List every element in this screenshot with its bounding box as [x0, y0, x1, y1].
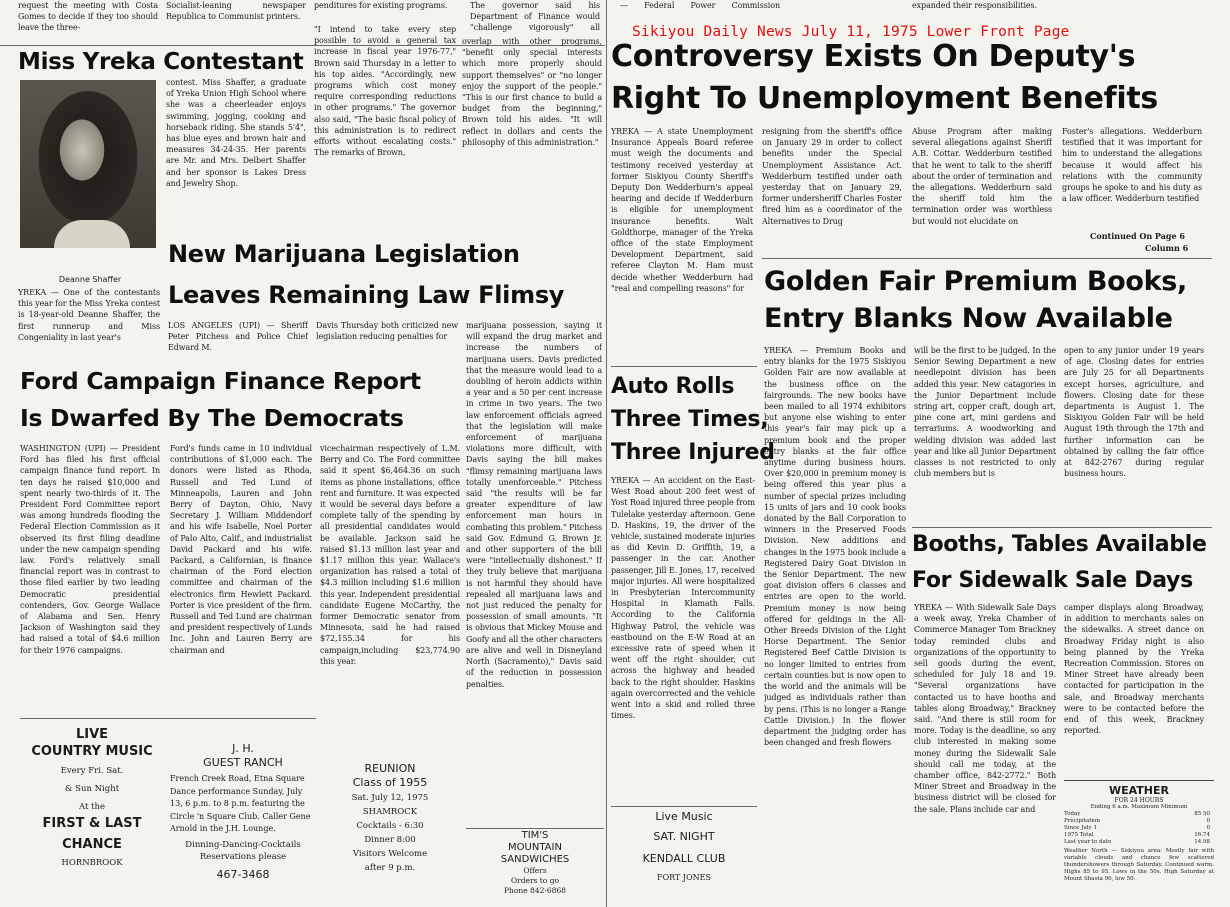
- reunion-after: after 9 p.m.: [364, 863, 416, 873]
- controversy-col-c: Abuse Program after making several allegations against Sheriff A.B. Cottar. Wedderburn testified that he went to talk to the sheriff about the order of termination and the allegations. Wedderburn said the sheriff told him the termination order was worthless but would not elucidate on: [912, 127, 1052, 226]
- tims-mountain: MOUNTAIN: [508, 842, 562, 853]
- page-source-caption: Sikiyou Daily News July 11, 1975 Lower Front Page: [632, 24, 1070, 40]
- ranch-tag: Dinning-Dancing-Cocktails Reservations please: [185, 839, 301, 862]
- miss-yreka-col-a: YREKA — One of the contestants this year for the Miss Yreka contest is 18-year-old Deanne Shaffer, the first runnerup and Miss Congeniality in last year's: [18, 288, 160, 342]
- weather-row-2: Since July 1: [1064, 825, 1098, 831]
- marijuana-col-a: LOS ANGELES (UPI) — Sheriff Peter Pitchess and Police Chief Edward M.: [168, 321, 308, 353]
- reunion-cocktails: Cocktails - 6:30: [356, 821, 424, 831]
- center-column-rule: [606, 0, 607, 907]
- golden-fair-col-b: will be the first to be judged. In the Senior Sewing Department a new needlepoint division has been added this year. New catagories in the Junior Department include string art, copper craft, dough art, pine cone art, mini gardens and terrariums. A woodworking and welding division was added last year and like all Junior Department classes is not restricted to only club members but is: [914, 346, 1056, 479]
- tims-phone: Phone 842-6868: [504, 886, 566, 895]
- controversy-col-d: Foster's allegations. Wedderburn testified that it was important for him to understand the allegations because it would affect his relations with the community groups he spoke to and his duty as a law officer. Wedderburn testified: [1062, 127, 1202, 204]
- golden-fair-col-c: open to any junior under 19 years of age. Closing dates for entries are July 25 for all Departments except horses, agriculture, and flowers. Closing date for these departments is August 1. The Siskiyou Golden Fair will be held August 19th through the 17th and further information can be obtained by calling the fair office at 842-2767 during regular business hours.: [1064, 346, 1204, 479]
- tims-sandwiches: SANDWICHES: [500, 854, 570, 865]
- reunion-title: REUNION: [364, 762, 416, 775]
- marijuana-headline-line2: Leaves Remaining Law Flimsy: [168, 281, 565, 309]
- tims-title: TIM'S: [521, 830, 549, 841]
- ford-headline-line1: Ford Campaign Finance Report: [20, 367, 421, 395]
- kendall-club-name: KENDALL CLUB: [642, 852, 726, 865]
- top-fragment-3: penditures for existing programs.: [314, 1, 448, 10]
- reunion-dinner: Dinner 8:00: [364, 835, 416, 845]
- weather-title: WEATHER: [1108, 784, 1169, 797]
- ad-every-fri-sat: Every Fri. Sat.: [60, 766, 124, 776]
- auto-headline-line3: Three Injured: [611, 440, 775, 465]
- kendall-sat-night: SAT. NIGHT: [653, 830, 715, 843]
- contestant-photo: [20, 80, 156, 248]
- booths-col-b: camper displays along Broadway, in addition to merchants sales on the sidewalks. A street dance on Broadway Friday night is also being planned by the Yreka Recreation Commission. Stores on Miner Street have already been contacted for participation in the sale, and Broadway merchants were to be contacted before the end of this week, Brackney reported.: [1064, 603, 1204, 736]
- weather-subtitle: FOR 24 HOURS: [1114, 797, 1164, 804]
- weather-row-0: Today: [1064, 811, 1081, 817]
- auto-top-rule: [611, 366, 757, 367]
- golden-fair-headline-line1: Golden Fair Premium Books,: [764, 266, 1188, 297]
- controversy-col-b: resigning from the sheriff's office on January 29 in order to collect benefits under the Special Unemployment Assistance Act. Wedderburn testified under oath yesterday that on January 29, former undersheriff Charles Foster fired him as a coordinator of the Alternatives to Drug: [762, 127, 902, 226]
- ranch-title-2: GUEST RANCH: [203, 756, 283, 769]
- top-fragment-2: Socialist-leaning newspaper Republica to Communist printers.: [166, 1, 306, 22]
- ranch-body: French Creek Road, Etna Square Dance performance Sunday, July 13, 6 p.m. to 8 p.m. featuring the Circle 'n Square Club. Caller Gene Arnold in the J.H. Lounge.: [170, 774, 311, 833]
- marijuana-col-c: marijuana possession, saying it will expand the drug market and increase the numbers of marijuana users. Davis predicted that the measure would lead to a doubling of heroin addicts within a year and a 50 per cent increase in crime in two years. The two law enforcement officials agreed that the legislation will make enforcement of marijuana violations more difficult, with Davis saying the bill makes "flimsy remaining marijuana laws totally unenforceable." Pitchess said "the results will be far greater expenditure of law enforcement man hours in combating this problem." Pitchess said Gov. Edmund G. Brown Jr. and other supporters of the bill were "intellectually dishonest." If they truly believe that marijuana is not harmful they should have repealed all marijuana laws and not just reduced the penalty for possession of small amounts. "It is obvious that Mickey Mouse and Goofy and all the other characters are alive and well in Disneyland North (Sacramento)," Davis said of the reduction in possession penalties.: [466, 321, 602, 689]
- auto-headline-line1: Auto Rolls: [611, 374, 735, 399]
- weather-precip: 0: [1206, 818, 1210, 824]
- weather-max: 85: [1194, 811, 1202, 817]
- marijuana-col-b: Davis Thursday both criticized new legislation reducing penalties for: [316, 321, 458, 342]
- golden-fair-col-a: YREKA — Premium Books and entry blanks for the 1975 Siskiyou Golden Fair are now available at the business office on the fairgrounds. The new books have been mailed to all 1974 exhibitors but anyone else wishing to enter this year's fair may pick up a premium book and the proper entry blanks at the fair office anytime during business hours. Over $20,000 in premium money is being offered this year plus a number of special prizes including 15 units of jars and 10 cook books donated by the Ball Corporation to winners in the Preserved Foods Division. New additions and changes in the 1975 book include a Registered Dairy Goat Division in the Senior Department. The new goat division offers 6 classes and entries are open to the world. Premium money is now being offered for geldings in the All-Other Breeds Division of the Light Horse Department. The Senior Registered Beef Cattle Division is no longer limited to entries from certain counties but is now open to the world and the animals will be judged as individuals rather than by pens. (This is no longer a Range Cattle Division.) In the flower department the judging order has been changed and fresh flowers: [764, 346, 906, 748]
- miss-yreka-col-b: contest. Miss Shaffer, a graduate of Yreka Union High School where she was a cheerleader enjoys swimming, jogging, cooking and horseback riding. She stands 5'4", has blue eyes and brown hair and measures 34-24-35. Her parents are Mr. and Mrs. Delbert Shaffer and her sponsor is Lakes Dress and Jewelry Shop.: [166, 78, 306, 188]
- marijuana-headline-line1: New Marijuana Legislation: [168, 240, 520, 268]
- miss-yreka-headline: Miss Yreka Contestant: [18, 49, 304, 75]
- kendall-live-music: Live Music: [655, 810, 713, 823]
- ad-sun-night: & Sun Night: [64, 784, 120, 794]
- kendall-top-rule: [611, 806, 757, 807]
- golden-fair-headline-line2: Entry Blanks Now Available: [764, 303, 1173, 334]
- weather-min: 50: [1203, 811, 1210, 817]
- controversy-col-a: YREKA — A state Unemployment Insurance Appeals Board referee must weigh the documents and testimony received yesterday at former Siskiyou County Sheriff's Deputy Don Wedderburn's appeal hearing and decide if Wedderburn is eligible for unemployment insurance benefits. Walt Goldthorpe, manager of the Yreka office of the state Employment Development Department, said referee Clayton M. Ham must decide whether Wedderburn had "real and compelling reasons" for: [611, 127, 753, 293]
- weather-row-3: 1975 Total: [1064, 832, 1094, 838]
- reunion-visitors: Visitors Welcome: [352, 849, 428, 859]
- auto-body: YREKA — An accident on the East-West Road about 200 feet west of Yost Road injured three people from Tulelake yesterday afternoon. Gene D. Haskins, 19, the driver of the vehicle, sustained moderate injuries as did Kevin D. Griffith, 19, a passenger in the car. Another passenger, Jill E. Jones, 17, received major injuries. All were hospitalized in Presbyterian Intercommunity Hospital in Klamath Falls. According to the California Highway Patrol, the vehicle was eastbound on the E-W Road at an excessive rate of speed when it went off the right shoulder, cut across the highway and headed back to the right shoulder. Haskins again overcorrected and the vehicle went into a skid and rolled three times.: [611, 476, 755, 721]
- auto-headline-line2: Three Times,: [611, 407, 769, 432]
- reunion-class: Class of 1955: [352, 776, 428, 789]
- kendall-fort-jones: FORT JONES: [657, 873, 711, 882]
- controversy-headline-line2: Right To Unemployment Benefits: [611, 81, 1158, 116]
- top-fragment-1: request the meeting with Costa Gomes to decide if they too should leave the three-: [18, 1, 158, 33]
- tims-top-rule: [466, 828, 604, 829]
- controversy-continued: Continued On Page 6: [1090, 231, 1185, 241]
- photo-caption: Deanne Shaffer: [58, 275, 122, 284]
- reunion-date: Sat. July 12, 1975: [351, 793, 429, 803]
- ad-country-music: COUNTRY MUSIC: [31, 744, 153, 759]
- controversy-headline-line1: Controversy Exists On Deputy's: [611, 39, 1136, 74]
- ad-first-last: FIRST & LAST: [42, 816, 142, 831]
- weather-since: 0: [1206, 825, 1210, 831]
- ford-col-c: vicechairman respectively of L.M. Berry and Co. The Ford committee said it spent $6,464.36 on such items as phone installations, office rent and furniture. It was expected it would be several days before a complete tally of the spending by all presidential candidates would be available. Jackson said he raised $1.13 million last year and $1.17 million this year. Wallace's organization has raised a total of $4.3 million including $1.6 million this year. Independent presidential candidate Eugene McCarthy, the former Democratic senator from Minnesota, said he had raised $72,155.34 for his campaign,including $23,774.90 this year.: [320, 444, 460, 666]
- booths-headline-line1: Booths, Tables Available: [912, 532, 1207, 557]
- controversy-bottom-rule: [762, 258, 1212, 259]
- ad-chance: CHANCE: [62, 837, 122, 852]
- ford-headline-line2: Is Dwarfed By The Democrats: [20, 404, 404, 432]
- ad-at-the: At the: [78, 802, 106, 812]
- first-last-chance-ad: [20, 722, 164, 902]
- ranch-phone: 467-3468: [216, 867, 270, 881]
- weather-row-4: Last year to date: [1064, 839, 1112, 845]
- brown-story-col-a: "I intend to take every step possible to avoid a general tax increase in fiscal year 1976-77," Brown said Thursday in a letter to his top aides. "Accordingly, new programs which cost money require corresponding reductions in other programs." The governor also said, "The basic fiscal policy of this administration is to redirect efforts without escalating costs." The remarks of Brown,: [314, 25, 456, 158]
- ford-col-b: Ford's funds came in 10 individual contributions of $1,000 each. The donors were listed as Rhoda, Russell and Ted Lund of Minneapolis, Lauren and John Berry of Dayton, Ohio, Navy Secretary J. William Middendorf and his wife Isabelle, Noel Porter of Palo Alto, Calif., and industrialist David Packard and his wife. Packard, a Californian, is finance chairman of the Ford election committee and chairman of the electronics firm Hewlett Packard. Porter is vice president of the firm. Russell and Ted Lund are chairman and president respectively of Lunds Inc. John and Lauren Berry are chairman and: [170, 444, 312, 655]
- reunion-venue: SHAMROCK: [362, 807, 418, 817]
- ford-col-a: WASHINGTON (UPI) — President Ford has filed his first official campaign finance fund report. In ten days he raised $10,000 and spent nearly two-thirds of it. The President Ford Committee report was among hundreds flooding the Federal Election Commission as it observed its first filing deadline under the new campaign spending law. Ford's relatively small financial report was in contrast to those filed earlier by two leading Democratic presidential contenders, Gov. George Wallace of Alabama and Sen. Henry Jackson of Washington said they had raised a total of $4.6 million for their 1976 campaigns.: [20, 444, 160, 655]
- weather-box: [1064, 780, 1214, 906]
- weather-row-1: Precipitation: [1064, 818, 1101, 824]
- jh-guest-ranch-ad: [170, 742, 316, 902]
- weather-header: Ending 6 a.m. Maximum Minimum: [1090, 804, 1188, 810]
- booths-top-rule: [912, 527, 1212, 528]
- weather-total: 16.74: [1194, 832, 1210, 838]
- controversy-column-tag: Column 6: [1145, 243, 1189, 253]
- ads-top-rule: [20, 718, 316, 719]
- top-fragment-6: expanded their responsibilities.: [912, 1, 1038, 10]
- ranch-title-1: J. H.: [232, 742, 254, 755]
- kendall-club-ad: [611, 808, 757, 905]
- tims-orders: Orders to go: [510, 876, 560, 885]
- top-fragment-5: — Federal Power Commission: [620, 1, 780, 10]
- top-fragment-4: The governor said his Department of Finance would "challenge vigorously" all: [470, 1, 600, 33]
- reunion-ad: [324, 762, 456, 902]
- weather-last-year: 14.98: [1194, 839, 1210, 845]
- ad-live: LIVE: [75, 727, 109, 742]
- ad-hornbrook: HORNBROOK: [61, 858, 123, 868]
- booths-headline-line2: For Sidewalk Sale Days: [912, 568, 1193, 593]
- brown-story-col-b: overlap with other programs, "benefit only special interests which more properly should support themselves" or "no longer enjoy the support of the people." "This is our first chance to build a budget from the beginning," Brown told his aides. "It will reflect in dollars and cents the philosophy of this administration.": [462, 37, 602, 147]
- weather-forecast: Weather North — Siskiyou area: Mostly fair with variable clouds and chance few scattered thundershowers through Saturday. Continued warm. Highs 85 to 95. Lows in the 50s. High Saturday at Mount Shasta 90, low 50.: [1064, 848, 1214, 882]
- tims-sandwiches-ad: [466, 830, 604, 905]
- tims-offers: Offers: [523, 866, 547, 875]
- booths-col-a: YREKA — With Sidewalk Sale Days a week away, Yreka Chamber of Commerce Manager Tom Brackney today reminded clubs and organizations of the opportunity to sell goods during the event, scheduled for July 18 and 19. "Several organizations have contacted us to have booths and tables along Broadway," Brackney said. "And there is still room for more. Today is the deadline, so any club interested in making some money during the Sidewalk Sale should call me today, at the chamber office, 842-2772." Both Miner Street and Broadway in the business district will be closed for the sale. Plans include car and: [914, 603, 1056, 814]
